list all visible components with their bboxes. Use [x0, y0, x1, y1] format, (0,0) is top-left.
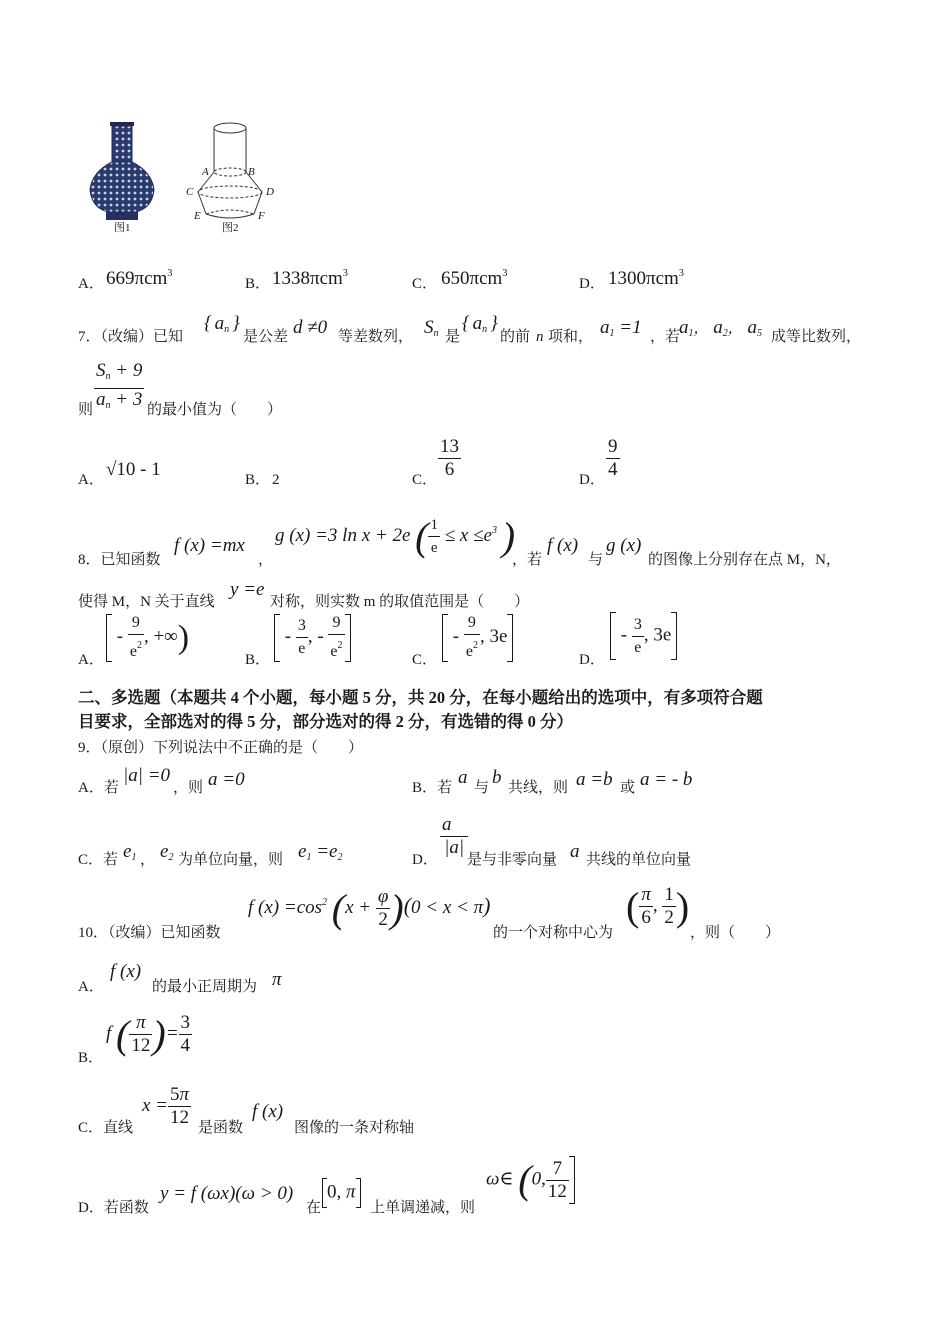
q7-text-4: 的前 — [500, 329, 531, 345]
q9-a-conclusion: a =0 — [208, 769, 245, 790]
q7-a1-eq-1: $a_1 =1$ — [600, 317, 642, 339]
q8-line2-end: 对称，则实数 m 的取值范围是（ ） — [270, 594, 530, 610]
q6-option-a-letter: A． — [78, 276, 104, 292]
q9-b-mid1: 与 — [474, 780, 490, 796]
q10-c-fx: f (x) — [252, 1101, 284, 1122]
q10-d-function: y = f (ωx)(ω > 0) — [160, 1183, 294, 1204]
q7-option-b-letter: B． — [245, 472, 271, 488]
figure1-caption: 图1 — [114, 222, 131, 234]
q10-a-fx: f (x) — [110, 961, 142, 982]
q9-b-a-eq-neg-b: a = - b — [640, 769, 693, 790]
q7-text-5: 项和， — [548, 329, 594, 345]
q8-option-b-value: - $\frac{3}{e}$ , - $\frac{9}{e^2}$ — [274, 612, 351, 663]
q7-text-3: 是 — [445, 329, 461, 345]
vase-icon — [84, 118, 160, 224]
q9-d-prefix: D． — [412, 852, 438, 868]
q8-option-a-letter: A． — [78, 652, 104, 668]
q9-c-e2: $e_2$ — [160, 841, 174, 863]
q7-text-1: 是公差 — [243, 329, 289, 345]
q6-option-c-letter: C． — [412, 276, 438, 292]
q7-sn: $S_n$ — [424, 317, 439, 339]
q8-fx-eq-mx: f (x) =mx — [174, 535, 245, 556]
q7-a1-a2-a5: $a_1$， $a_2$， $a_5$ — [679, 317, 763, 339]
q8-comma: ， — [258, 552, 274, 568]
q9-d-end: 共线的单位向量 — [586, 852, 692, 868]
q9-c-comma: ， — [140, 852, 156, 868]
q9-c-prefix: C．若 — [78, 852, 119, 868]
q7-d-ne-0: d ≠0 — [293, 317, 328, 338]
q10-d-interval: 0, π — [322, 1178, 361, 1208]
section2-heading-line1: 二、多选题（本题共 4 个小题，每小题 5 分，共 20 分，在每小题给出的选项中，有多项符合题 — [78, 688, 763, 707]
q8-text-yu: 与 — [588, 552, 604, 568]
q9-c-mid: 为单位向量，则 — [178, 852, 284, 868]
point-label-B: B — [248, 166, 255, 178]
section2-heading-line2: 目要求，全部选对的得 5 分，部分选对的得 2 分，有选错的得 0 分） — [78, 712, 573, 731]
q8-option-b-letter: B． — [245, 652, 271, 668]
q8-number: 8．已知函数 — [78, 552, 161, 568]
q7-option-a-letter: A． — [78, 472, 104, 488]
q10-d-mid2: 上单调递减，则 — [370, 1200, 476, 1216]
q10-a-pi: π — [272, 969, 282, 990]
q8-fx: f (x) — [547, 535, 579, 556]
q9-b-a-eq-b: a =b — [576, 769, 613, 790]
q7-option-d-value: $\frac{9}{4}$ — [608, 436, 618, 480]
q10-c-end: 图像的一条对称轴 — [294, 1120, 415, 1136]
q8-text-ruo: ，若 — [512, 552, 543, 568]
q7-text-6: ，若 — [650, 329, 681, 345]
q7-number: 7．（改编）已知 — [78, 329, 184, 345]
q10-function-definition: f $(x) =\cos^2$ (x + $\frac{\varphi}{2}$ )(0 < x < π) — [248, 885, 491, 931]
q7-text-2: 等差数列， — [338, 329, 414, 345]
q8-option-c-value: - $\frac{9}{e^2}$ , 3e — [442, 612, 513, 663]
q7-option-a-value: √10 - 1 — [106, 459, 161, 480]
q9-stem: 9．（原创）下列说法中不正确的是（ ） — [78, 740, 364, 756]
q9-b-var-b: b — [492, 767, 502, 788]
q8-gx-definition: g (x) =3 ln x + 2e ( $\frac{1}{e}$ ≤ $x \le e^3$ ) — [275, 513, 516, 559]
q10-stem-mid: 的一个对称中心为 — [493, 925, 614, 941]
q6-option-d-value: 1300πcm$^3$ — [608, 268, 684, 289]
q9-a-abs-a-eq-0: |a| =0 — [123, 765, 171, 786]
point-label-E: E — [194, 210, 201, 222]
q9-a-mid: ，则 — [173, 780, 204, 796]
q10-d-prefix: D．若函数 — [78, 1200, 149, 1216]
q10-d-mid: 在 — [306, 1200, 322, 1216]
q10-c-x-eq: x = $\frac{5\pi}{12}$ — [142, 1084, 190, 1128]
q6-option-b-value: 1338πcm$^3$ — [272, 268, 348, 289]
q7-line2-prefix: 则 — [78, 402, 94, 418]
q9-a-prefix: A．若 — [78, 780, 119, 796]
q8-option-c-letter: C． — [412, 652, 438, 668]
q10-symmetry-center: ( $\frac{\pi}{6}$ , $\frac{1}{2}$ ) — [626, 883, 690, 929]
point-label-A: A — [202, 166, 209, 178]
figure2-caption: 图2 — [222, 222, 239, 234]
q6-option-a-value: 669πcm$^3$ — [106, 268, 173, 289]
q10-b-prefix: B． — [78, 1050, 104, 1066]
q9-c-e1-eq-e2: $e_1 =e_2$ — [298, 841, 343, 863]
q10-c-mid: 是函数 — [198, 1120, 244, 1136]
q6-option-d-letter: D． — [579, 276, 605, 292]
q8-text-end: 的图像上分别存在点 M，N， — [648, 552, 841, 568]
q7-line2-suffix: 的最小值为（ ） — [147, 402, 283, 418]
q10-stem-end: ，则（ ） — [690, 925, 781, 941]
q9-d-var-a: a — [570, 841, 580, 862]
q9-b-prefix: B．若 — [412, 780, 453, 796]
q7-seq-an: { $a_n$ } — [204, 313, 240, 335]
q9-b-var-a: a — [458, 767, 468, 788]
q8-option-d-value: - $\frac{3}{e}$ , 3e — [610, 612, 677, 660]
q7-option-b-value: 2 — [272, 472, 280, 488]
q7-option-c-value: $\frac{13}{6}$ — [440, 436, 459, 480]
point-label-C: C — [186, 186, 194, 198]
q10-c-prefix: C．直线 — [78, 1120, 134, 1136]
q10-d-omega-range: ω∈ (0, $\frac{7}{12}$ — [486, 1156, 575, 1204]
q9-b-mid2: 共线，则 — [508, 780, 569, 796]
q10-a-end: 的最小正周期为 — [152, 979, 258, 995]
q6-option-b-letter: B． — [245, 276, 271, 292]
q10-b-expression: f ( $\frac{\pi}{12}$ )= $\frac{3}{4}$ — [106, 1011, 191, 1057]
q6-option-c-value: 650πcm$^3$ — [441, 268, 508, 289]
q8-option-d-letter: D． — [579, 652, 605, 668]
q7-text-7: 成等比数列， — [771, 329, 862, 345]
q7-expression-fraction: $\frac{S_n + 9}{a_n + 3}$ — [96, 360, 143, 411]
q8-option-a-value: - $\frac{9}{e^2}$ , +∞) — [106, 612, 189, 663]
q10-a-prefix: A． — [78, 979, 104, 995]
q8-line2: 使得 M，N 关于直线 — [78, 594, 215, 610]
figure-geometry-diagram — [180, 118, 280, 224]
q9-b-or: 或 — [620, 780, 636, 796]
figure-vase-photo — [84, 118, 160, 224]
q9-c-e1: $e_1$ — [123, 841, 137, 863]
q7-option-c-letter: C． — [412, 472, 438, 488]
q7-var-n: n — [536, 329, 544, 345]
q7-seq-an-2: { $a_n$ } — [462, 313, 498, 335]
q9-d-mid: 是与非零向量 — [467, 852, 558, 868]
q8-line-y-eq-e: y =e — [230, 579, 265, 600]
q8-gx: g (x) — [606, 535, 642, 556]
point-label-F: F — [258, 210, 265, 222]
q9-d-unit-vector: $\frac{a⃗}{|a|}$ — [442, 814, 467, 858]
q10-stem-prefix: 10．（改编）已知函数 — [78, 925, 221, 941]
q7-option-d-letter: D． — [579, 472, 605, 488]
point-label-D: D — [266, 186, 274, 198]
